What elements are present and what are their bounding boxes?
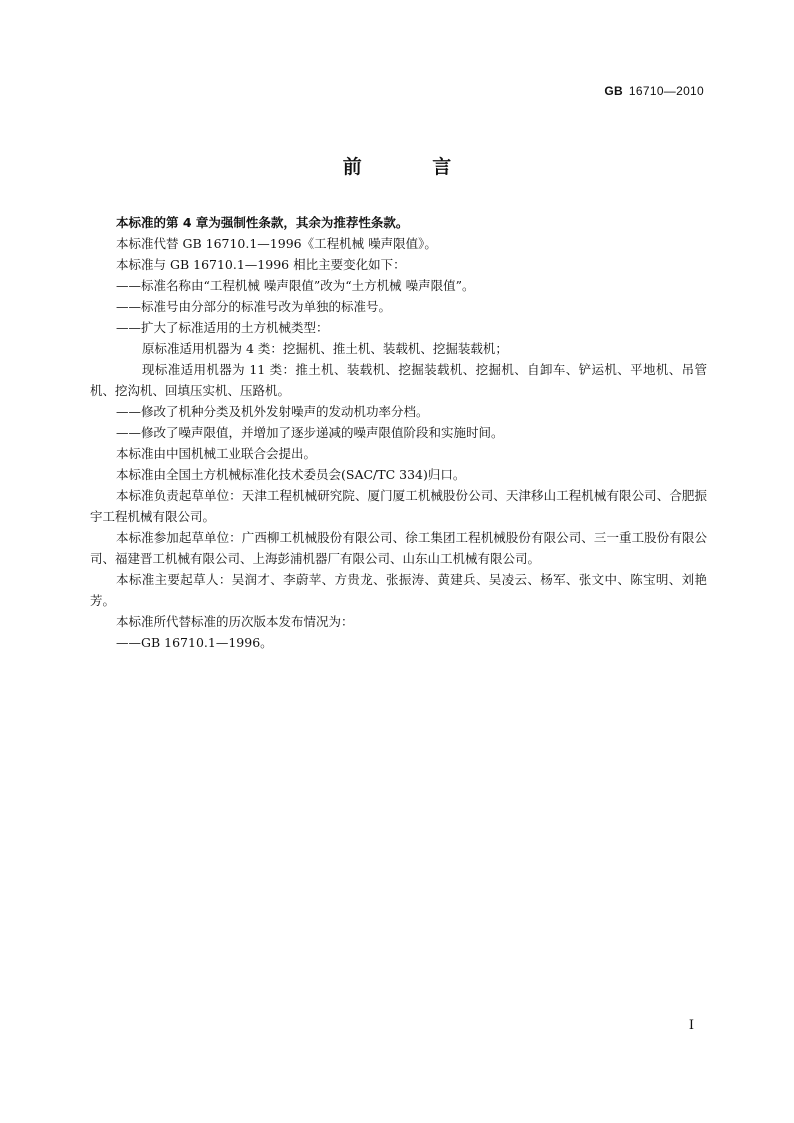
paragraph-replaces: 本标准代替 GB 16710.1—1996《工程机械 噪声限值》。 [116,236,437,251]
paragraph-drafters: 本标准主要起草人：吴润才、李蔚苹、方贵龙、张振涛、黄建兵、吴凌云、杨军、张文中、陈宝明、刘艳芳。 [90,572,707,608]
page-number: I [688,1018,694,1033]
history-item: ——GB 16710.1—1996。 [116,635,273,650]
change-item-limits: ——修改了噪声限值，并增加了逐步递减的噪声限值阶段和实施时间。 [116,425,504,440]
change-item-number: ——标准号由分部分的标准号改为单独的标准号。 [116,299,392,314]
scope-old-machines: 原标准适用机器为 4 类：挖掘机、推土机、装载机、挖掘装载机； [142,341,508,356]
change-item-classification: ——修改了机种分类及机外发射噪声的发动机功率分档。 [116,404,429,419]
paragraph-participating-units: 本标准参加起草单位：广西柳工机械股份有限公司、徐工集团工程机械股份有限公司、三一重工股份有限公司、福建晋工机械有限公司、上海彭浦机器厂有限公司、山东山工机械有限公司。 [90,530,707,566]
paragraph-history-intro: 本标准所代替标准的历次版本发布情况为： [116,614,354,629]
paragraph-proposed-by: 本标准由中国机械工业联合会提出。 [116,446,317,461]
page-title: 前 言 [342,156,484,178]
paragraph-drafting-units: 本标准负责起草单位：天津工程机械研究院、厦门厦工机械股份公司、天津移山工程机械有限公司、合肥振宇工程机械有限公司。 [90,488,707,524]
paragraph-administered-by: 本标准由全国土方机械标准化技术委员会(SAC/TC 334)归口。 [116,467,466,482]
standard-code [604,84,704,98]
foreword-body [90,212,707,653]
paragraph-mandatory-clause: 本标准的第 4 章为强制性条款，其余为推荐性条款。 [116,215,409,230]
paragraph-changes-intro: 本标准与 GB 16710.1—1996 相比主要变化如下： [116,257,406,272]
standard-code-prefix: GB [604,84,623,98]
standard-code-number: 16710—2010 [628,84,704,98]
scope-new-machines: 现标准适用机器为 11 类：推土机、装载机、挖掘装载机、挖掘机、自卸车、铲运机、平地机、吊管机、挖沟机、回填压实机、压路机。 [90,362,707,398]
change-item-name: ——标准名称由“工程机械 噪声限值”改为“土方机械 噪声限值”。 [116,278,475,293]
change-item-scope: ——扩大了标准适用的土方机械类型： [116,320,329,335]
